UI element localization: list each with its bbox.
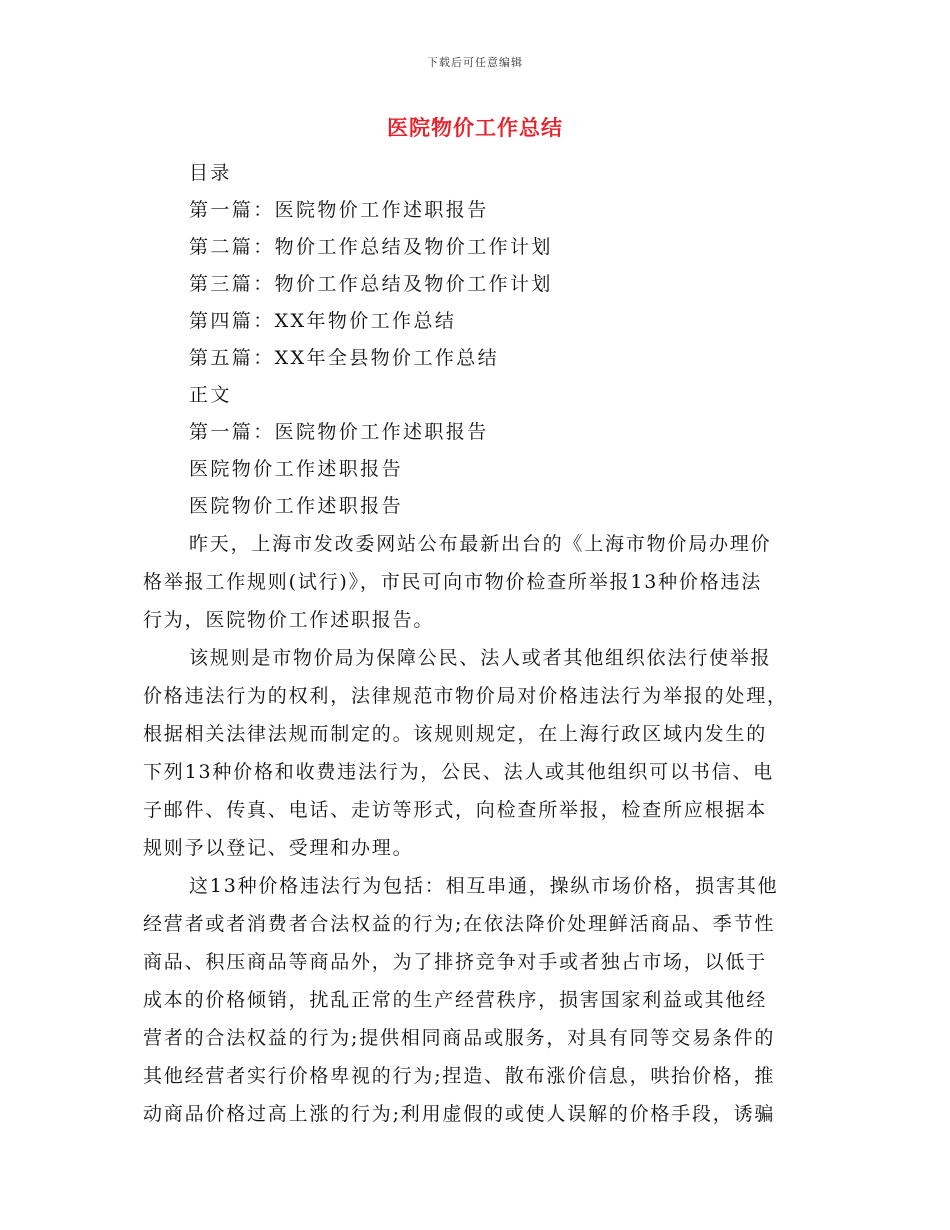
paragraph-line: 价格违法行为的权利，法律规范市物价局对价格违法行为举报的处理， [143, 685, 788, 707]
paragraph-line: 该规则是市物价局为保障公民、法人或者其他组织依法行使举报 [189, 647, 772, 669]
document-title: 医院物价工作总结 [387, 115, 563, 140]
paragraph-line: 营者的合法权益的行为;提供相同商品或服务，对具有同等交易条件的 [143, 1027, 776, 1049]
toc-line: 第三篇：物价工作总结及物价工作计划 [189, 273, 553, 295]
paragraph [143, 639, 805, 867]
body-text [143, 525, 805, 1133]
toc-line: 第二篇：物价工作总结及物价工作计划 [189, 236, 553, 258]
table-of-contents [189, 155, 829, 525]
toc-line: 第五篇：XX年全县物价工作总结 [189, 347, 500, 369]
paragraph-line: 下列13种价格和收费违法行为，公民、法人或其他组织可以书信、电 [143, 761, 774, 783]
toc-line: 第一篇：医院物价工作述职报告 [189, 421, 489, 443]
paragraph-line: 根据相关法律法规而制定的。该规则规定，在上海行政区域内发生的 [143, 723, 768, 745]
paragraph-line: 这13种价格违法行为包括：相互串通，操纵市场价格，损害其他 [189, 875, 779, 897]
toc-line: 医院物价工作述职报告 [189, 458, 404, 480]
paragraph-line: 动商品价格过高上涨的行为;利用虚假的或使人误解的价格手段，诱骗 [143, 1103, 776, 1125]
paragraph-line: 经营者或者消费者合法权益的行为;在依法降价处理鲜活商品、季节性 [143, 913, 776, 935]
toc-line: 目录 [189, 162, 232, 184]
paragraph-line: 昨天，上海市发改委网站公布最新出台的《上海市物价局办理价 [189, 533, 772, 555]
paragraph-line: 格举报工作规则(试行)》，市民可向市物价检查所举报13种价格违法 [143, 571, 763, 593]
toc-line: 医院物价工作述职报告 [189, 495, 404, 517]
paragraph-line: 行为，医院物价工作述职报告。 [143, 609, 435, 631]
paragraph-line: 成本的价格倾销，扰乱正常的生产经营秩序，损害国家利益或其他经 [143, 989, 768, 1011]
paragraph-line: 规则予以登记、受理和办理。 [143, 837, 414, 859]
paragraph [143, 525, 805, 639]
paragraph-line: 商品、积压商品等商品外，为了排挤竞争对手或者独占市场，以低于 [143, 951, 768, 973]
paragraph-line: 子邮件、传真、电话、走访等形式，向检查所举报，检查所应根据本 [143, 799, 768, 821]
paragraph [143, 867, 805, 1133]
header-note: 下载后可任意编辑 [427, 56, 523, 69]
toc-line: 第四篇：XX年物价工作总结 [189, 310, 457, 332]
toc-line: 正文 [189, 384, 232, 406]
toc-line: 第一篇：医院物价工作述职报告 [189, 199, 489, 221]
paragraph-line: 其他经营者实行价格卑视的行为;捏造、散布涨价信息，哄抬价格，推 [143, 1065, 776, 1087]
